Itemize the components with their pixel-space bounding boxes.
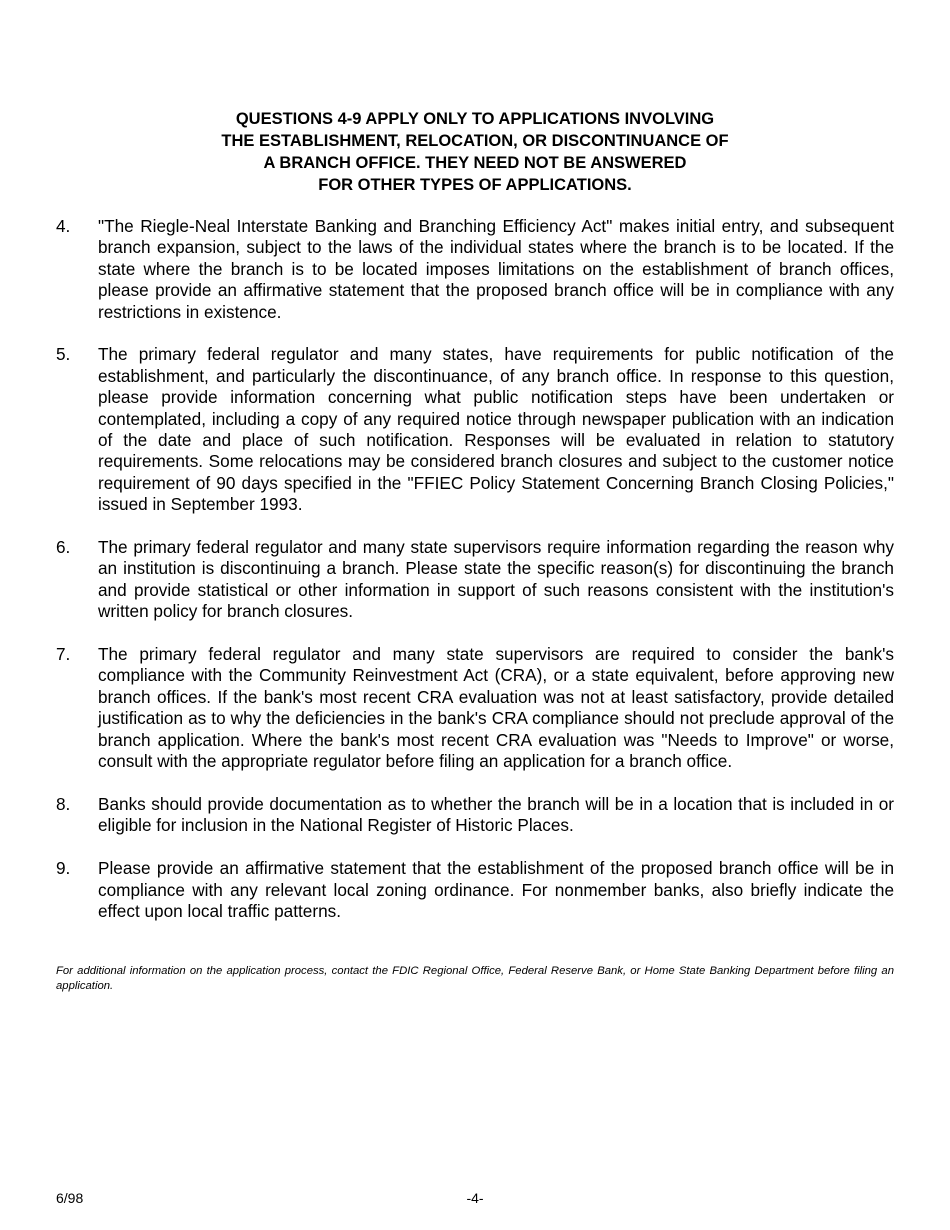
question-text: Banks should provide documentation as to whether the branch will be in a location that is included in or eligible for inclusion in the National Register of Historic Places.	[98, 793, 894, 836]
question-text: "The Riegle-Neal Interstate Banking and Branching Efficiency Act" makes initial entry, and subsequent branch expansion, subject to the laws of the individual states where the branch is to be located. If the state where the branch is to be located imposes limitations on the establishment of branch offices, please provide an affirmative statement that the proposed branch office will be in compliance with any restrictions in existence.	[98, 216, 894, 322]
question-number: 7.	[56, 644, 71, 665]
question-7	[56, 644, 894, 772]
section-heading	[0, 108, 950, 196]
footer-date: 6/98	[56, 1190, 84, 1206]
heading-line: A BRANCH OFFICE. THEY NEED NOT BE ANSWERED	[263, 154, 687, 172]
question-9	[56, 858, 894, 922]
question-6	[56, 537, 894, 623]
question-8	[56, 794, 894, 837]
question-number: 4.	[56, 216, 71, 236]
question-number: 8.	[56, 793, 71, 814]
question-4	[56, 216, 894, 323]
question-number: 5.	[56, 344, 71, 365]
question-text: The primary federal regulator and many states, have requirements for public notification of the establishment, and particularly the discontinuance, of any branch office. In response to this question, please provide information concerning what public notification steps have been undertaken or contemplated, including a copy of any required notice through newspaper publication with an indication of the date and place of such notification. Responses will be evaluated in relation to statutory requirements. Some relocations may be considered branch closures and subject to the customer notice requirement of 90 days specified in the "FFIEC Policy Statement Concerning Branch Closing Policies," issued in September 1993.	[98, 344, 894, 515]
heading-line: QUESTIONS 4-9 APPLY ONLY TO APPLICATIONS INVOLVING	[235, 110, 715, 128]
question-text: Please provide an affirmative statement that the establishment of the proposed branch office will be in compliance with any relevant local zoning ordinance. For nonmember banks, also briefly indicate the effect upon local traffic patterns.	[98, 858, 894, 921]
footnote: For additional information on the application process, contact the FDIC Regional Office, Federal Reserve Bank, or Home State Banking Department before filing an application.	[56, 965, 894, 992]
page-number: -4-	[466, 1190, 484, 1206]
question-list	[56, 216, 894, 944]
heading-line: THE ESTABLISHMENT, RELOCATION, OR DISCONTINUANCE OF	[221, 132, 729, 150]
question-number: 9.	[56, 858, 71, 879]
question-5	[56, 344, 894, 515]
heading-line: FOR OTHER TYPES OF APPLICATIONS.	[318, 176, 632, 194]
question-text: The primary federal regulator and many state supervisors are required to consider the bank's compliance with the Community Reinvestment Act (CRA), or a state equivalent, before approving new branch offices. If the bank's most recent CRA evaluation was not at least satisfactory, provide detailed justification as to why the deficiencies in the bank's CRA compliance should not preclude approval of the branch application. Where the bank's most recent CRA evaluation was "Needs to Improve" or worse, consult with the appropriate regulator before filing an application for a branch office.	[98, 644, 894, 772]
question-number: 6.	[56, 537, 71, 558]
question-text: The primary federal regulator and many state supervisors require information regarding the reason why an institution is discontinuing a branch. Please state the specific reason(s) for discontinuing the branch and provide statistical or other information in support of such reasons consistent with the institution's written policy for branch closures.	[98, 537, 894, 622]
